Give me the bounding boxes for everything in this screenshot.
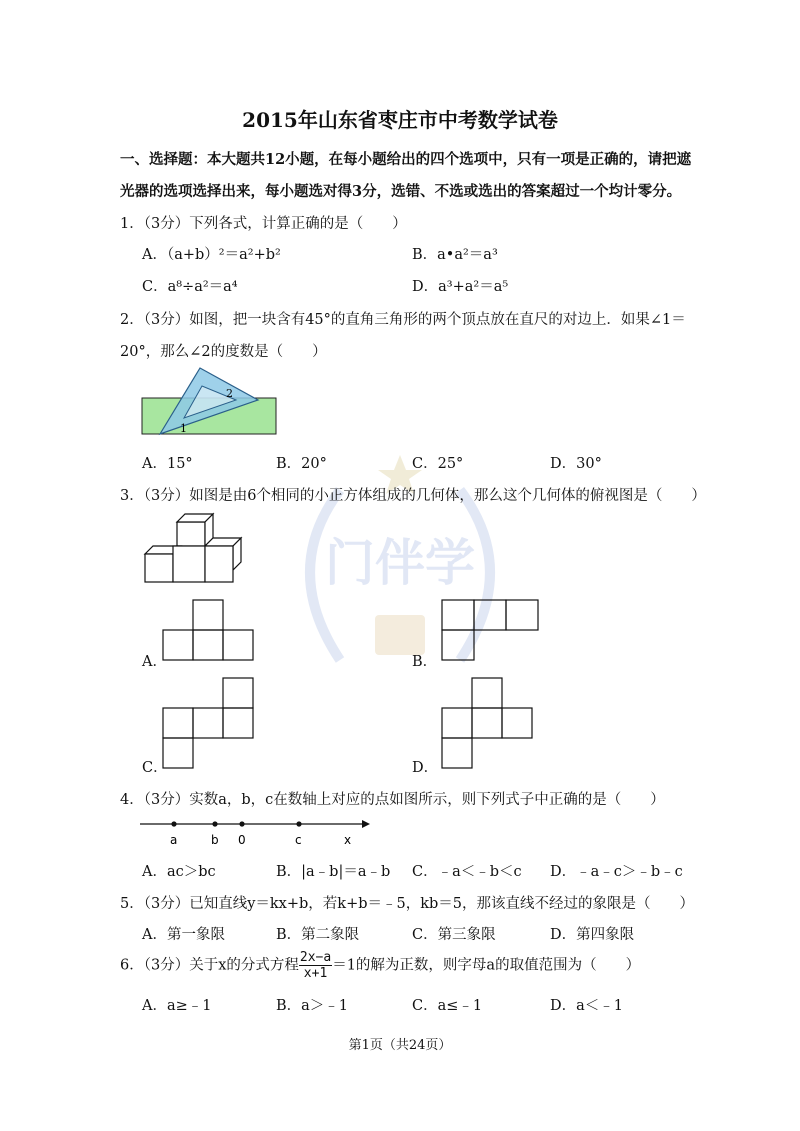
q2-figure xyxy=(140,366,280,438)
q3-option-b-grid xyxy=(442,600,538,660)
q2-option-d: D．30° xyxy=(550,456,602,472)
page-footer: 第1页（共24页） xyxy=(348,1038,452,1053)
q3-solid-figure xyxy=(140,510,245,585)
q5-option-a: A．第一象限 xyxy=(142,927,225,943)
q1-option-d: D．a³+a²＝a⁵ xyxy=(412,279,509,295)
q6-stem-pre: 6．（3分）关于x的分式方程 xyxy=(120,957,299,974)
axis-label-c: c xyxy=(295,833,302,847)
axis-label-x: x xyxy=(344,833,352,847)
q5-option-b: B．第二象限 xyxy=(276,927,360,943)
q1-stem: 1．（3分）下列各式，计算正确的是（ ） xyxy=(120,216,407,232)
q6-stem xyxy=(120,950,640,981)
q4-stem: 4．（3分）实数a，b，c在数轴上对应的点如图所示，则下列式子中正确的是（ ） xyxy=(120,792,665,808)
q6-fraction-denominator: x+1 xyxy=(303,966,328,981)
axis-label-0: 0 xyxy=(238,833,246,847)
q6-option-c: C．a≤﹣1 xyxy=(412,998,483,1014)
q6-option-a: A．a≥﹣1 xyxy=(142,998,212,1014)
q3-option-a: A． xyxy=(142,654,167,670)
q3-option-b: B． xyxy=(412,654,438,670)
q6-stem-post: ＝1的解为正数，则字母a的取值范围为（ ） xyxy=(332,957,641,974)
q3-option-c: C． xyxy=(142,760,168,776)
angle-1-label: 1 xyxy=(180,422,187,435)
q4-option-d: D．﹣a﹣c＞﹣b﹣c xyxy=(550,864,683,880)
section-heading-line1: 一、选择题：本大题共12小题，在每小题给出的四个选项中，只有一项是正确的，请把遮 xyxy=(120,151,692,168)
q5-stem: 5．（3分）已知直线y＝kx+b，若k+b＝﹣5，kb＝5，那该直线不经过的象限是（ ） xyxy=(120,896,695,912)
section-heading-line2: 光器的选项选择出来，每小题选对得3分，选错、不选或选出的答案超过一个均计零分。 xyxy=(120,183,682,200)
page-title: 2015年山东省枣庄市中考数学试卷 xyxy=(242,108,558,132)
q6-fraction-numerator: 2x−a xyxy=(299,950,332,965)
q3-option-d-grid xyxy=(442,678,532,768)
q4-number-line xyxy=(140,816,370,850)
q2-stem-line1: 2．（3分）如图，把一块含有45°的直角三角形的两个顶点放在直尺的对边上．如果∠1＝ xyxy=(120,312,686,328)
q2-option-c: C．25° xyxy=(412,456,464,472)
q5-option-c: C．第三象限 xyxy=(412,927,496,943)
angle-2-label: 2 xyxy=(226,387,233,400)
q3-option-c-grid xyxy=(163,678,253,768)
q2-option-a: A．15° xyxy=(142,456,193,472)
q2-stem-line2: 20°，那么∠2的度数是（ ） xyxy=(120,344,327,360)
q4-option-c: C．﹣a＜﹣b＜c xyxy=(412,864,522,880)
q1-option-b: B．a•a²＝a³ xyxy=(412,247,498,263)
q1-option-a: A．（a+b）²＝a²+b² xyxy=(142,247,281,263)
q4-option-b: B．|a﹣b|＝a﹣b xyxy=(276,864,391,880)
axis-label-a: a xyxy=(170,833,178,847)
q3-stem: 3．（3分）如图是由6个相同的小正方体组成的几何体，那么这个几何体的俯视图是（ ） xyxy=(120,488,706,504)
q4-option-a: A．ac＞bc xyxy=(142,864,216,880)
q5-option-d: D．第四象限 xyxy=(550,927,635,943)
watermark-text: 门伴学 xyxy=(325,534,475,592)
q2-option-b: B．20° xyxy=(276,456,327,472)
q6-fraction xyxy=(299,950,332,981)
q3-option-a-grid xyxy=(163,600,253,660)
q6-option-b: B．a＞﹣1 xyxy=(276,998,349,1014)
q6-option-d: D．a＜﹣1 xyxy=(550,998,623,1014)
q1-option-c: C．a⁸÷a²＝a⁴ xyxy=(142,279,238,295)
axis-label-b: b xyxy=(211,833,219,847)
q3-option-d: D． xyxy=(412,760,439,776)
